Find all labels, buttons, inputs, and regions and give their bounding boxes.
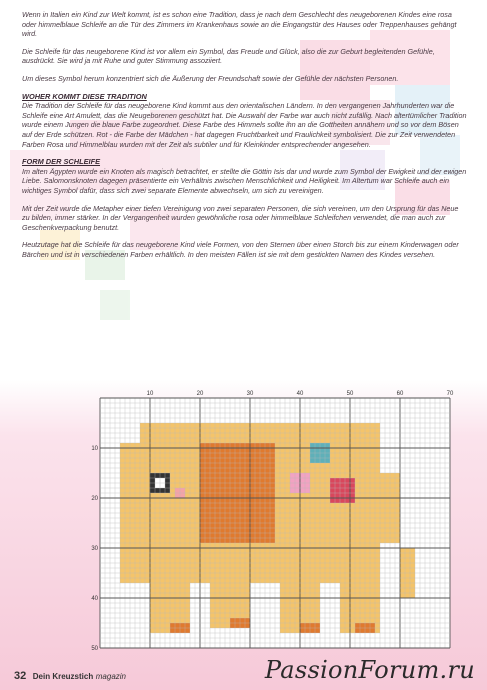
x-tick-label: 30 — [246, 391, 254, 397]
cross-stitch-chart — [91, 386, 464, 652]
x-tick-label: 60 — [396, 391, 404, 397]
page-number: 32 — [14, 670, 27, 682]
x-tick-label: 50 — [346, 391, 354, 397]
x-tick-label: 20 — [196, 391, 204, 397]
flower-red — [330, 478, 355, 503]
page-footer — [14, 670, 126, 682]
magazine-name: Dein Kreuzstich — [32, 672, 94, 681]
paragraph-4: Die Tradition der Schleife für das neugeborene Kind kommt aus den orientalischen Ländern. In den vergangenen Jahrhunderten war die Schleife eine Art Amulett, das die Neugeborenen geschützt hat. Die Auswahl der Farbe war auch nicht zufällig. Nach altertümlicher Tradition wurde einem Jungen die blaue Farbe zugeordnet. Diese Farbe des Himmels sollte ihn an die Gottheiten annähern und so vor dem Bösen auf der Erde schützen. Rot - die Farbe der Mädchen - hat dagegen Fruchtbarkeit und Fraulichkeit symbolisiert. Die zur Zeit verwendeten Farben Rosa und Himmelblau wurden mit der Zeit als subtiler und für Kleinkinder entsprechender angesehen. — [22, 101, 467, 149]
paragraph-5: Im alten Ägypten wurde ein Knoten als magisch betrachtet, er stellte die Göttin Isis dar und wurde zum Symbol der Ewigkeit und der ewigen Liebe. Salomonsknoten dagegen präsentierte ein Verhältnis zwischen Menschlichkeit und Heiligkeit. Im Altertum war Schleife auch ein wichtiges Symbol dafür, dass sich zwei separate Elemente abwechseln, um sich zu vereinigen. — [22, 166, 467, 195]
y-tick-label: 40 — [91, 596, 98, 602]
paragraph-1: Wenn in Italien ein Kind zur Welt kommt, ist es schon eine Tradition, dass je nach dem Geschlecht des neugeborenen Kindes eine rosa oder himmelblaue Schleife an die Tür des Zimmers im Krankenhaus sowie an die Eingangstür des Hauses oder Treppenhauses gehängt wird. — [22, 10, 457, 39]
y-tick-label: 50 — [91, 646, 98, 652]
paragraph-6: Mit der Zeit wurde die Metapher einer tiefen Vereinigung von zwei separaten Personen, die sich vereinen, um den Ursprung für das Neue zu bilden, immer stärker. In der Vergangenheit wurden gewöhnliche rosa oder himmelblaue Schleifchen verwendet, die man auch zur Geschenkverpackung benutzt. — [22, 203, 459, 232]
x-tick-label: 10 — [146, 391, 154, 397]
x-tick-label: 40 — [296, 391, 304, 397]
x-tick-label: 70 — [446, 391, 454, 397]
article-text — [22, 10, 467, 267]
magazine-suffix: magazin — [95, 672, 126, 681]
heading-form: FORM DER SCHLEIFE — [22, 157, 101, 167]
paragraph-3: Um dieses Symbol herum konzentriert sich die Äußerung der Freundschaft sowie der Gefühle der nächsten Personen. — [22, 73, 399, 83]
y-tick-label: 30 — [91, 546, 98, 552]
paragraph-2: Die Schleife für das neugeborene Kind ist vor allem ein Symbol, das Freude und Glück, also die zur Geburt begleitenden Gefühle, ausdrückt. Sie wird ja mit Ruhe und guter Stimmung assoziiert. — [22, 46, 435, 66]
chart-svg — [91, 386, 464, 652]
paragraph-7: Heutzutage hat die Schleife für das neugeborene Kind viele Formen, von den Sternen über einen Storch bis zur einem Kinderwagen oder Bärchen und ist in verschiedenen Farben erhältlich. In den meisten Fällen ist sie mit dem gestickten Namen des Kindes versehen. — [22, 240, 459, 259]
watermark: PassionForum.ru — [264, 656, 475, 684]
heading-tradition: WOHER KOMMT DIESE TRADITION — [22, 91, 147, 101]
y-tick-label: 20 — [91, 496, 98, 502]
y-tick-label: 10 — [91, 446, 98, 452]
